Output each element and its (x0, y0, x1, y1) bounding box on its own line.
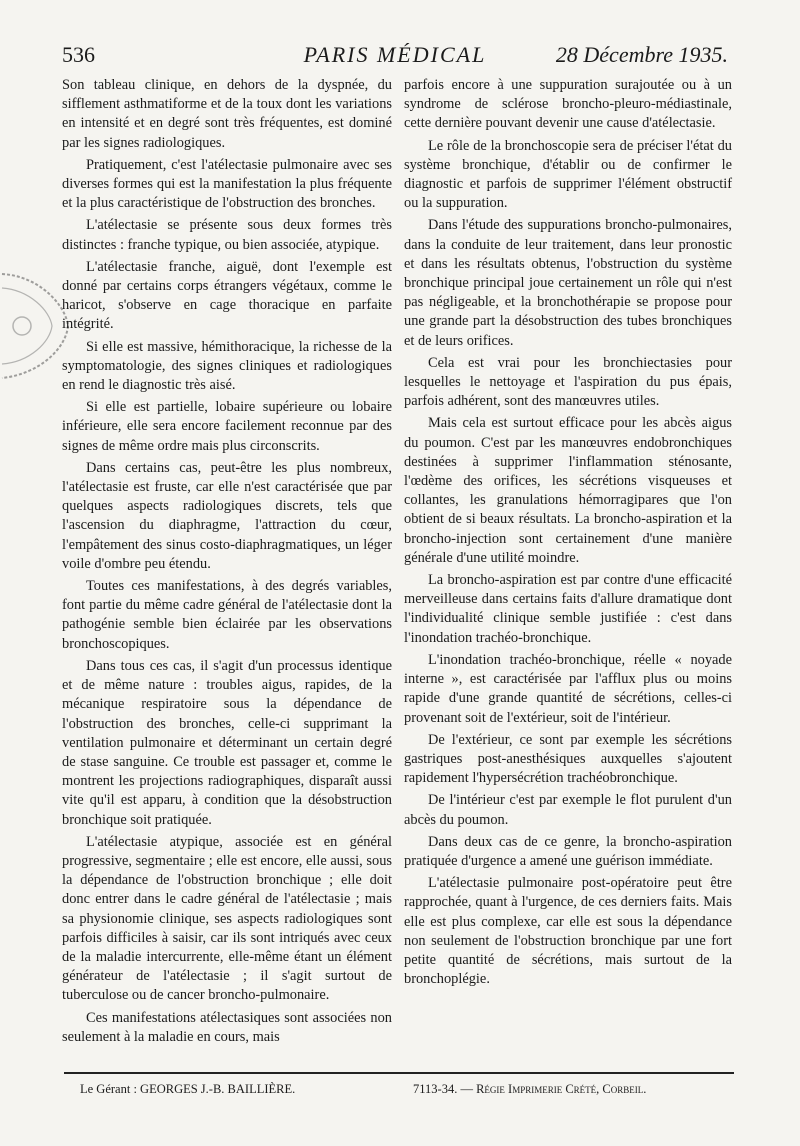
left-column (62, 76, 392, 1050)
paragraph: L'atélectasie se présente sous deux formes très distinctes : franche typique, ou bien associée, atypique. (62, 217, 392, 253)
issue-date: 28 Décembre 1935. (555, 42, 728, 67)
paragraph: Dans certains cas, peut-être les plus nombreux, l'atélectasie est fruste, car elle n'est caractérisée que par quelques aspects radiologiques discrets, tels que l'ascension du diaphragme, l'attraction du cœur, l'empâtement des sinus costo-diaphragmatiques, un léger voile d'ombre peu étendu. (62, 459, 392, 572)
page-number: 536 (62, 42, 95, 67)
footer-rule (64, 1072, 734, 1074)
paragraph: Dans deux cas de ce genre, la broncho-aspiration pratiquée d'urgence a amené une guérison immédiate. (404, 833, 732, 869)
paragraph: La broncho-aspiration est par contre d'une efficacité merveilleuse dans certains faits d'allure dramatique dont l'individualité clinique semble justifiée : c'est dans l'inondation trachéo-bronchique. (404, 572, 732, 646)
paragraph: De l'intérieur c'est par exemple le flot purulent d'un abcès du poumon. (404, 792, 732, 828)
paragraph: Si elle est massive, hémithoracique, la richesse de la symptomatologie, des signes cliniques et radiologiques en rend le diagnostic très aisé. (62, 338, 392, 394)
paragraph: Le rôle de la bronchoscopie sera de préciser l'état du système bronchique, d'établir ou de confirmer le diagnostic et parfois de supprimer l'élément obstructif ou la suppuration. (404, 137, 732, 212)
right-column (404, 76, 732, 992)
page-header (62, 42, 728, 72)
paragraph: Mais cela est surtout efficace pour les abcès aigus du poumon. C'est par les manœuvres endobronchiques destinées à supprimer l'inflammation sténosante, l'œdème des orifices, les sécrétions visqueuses et collantes, les granulations hémorragipares que l'on obtient de si beaux résultats. La broncho-aspiration et la broncho-injection sont certainement d'une manière générale d'une utilité moindre. (404, 415, 732, 566)
paragraph: Ces manifestations atélectasiques sont associées non seulement à la maladie en cours, mais (62, 1009, 392, 1045)
footer-printer: 7113-34. — Régie Imprimerie Crété, Corbeil. (413, 1082, 647, 1096)
journal-title: PARIS MÉDICAL (303, 42, 487, 67)
paragraph: parfois encore à une suppuration surajoutée ou à un syndrome de sclérose broncho-pleuro-médiastinale, cette dernière pouvant devenir une cause d'atélectasie. (404, 77, 732, 132)
paragraph: Si elle est partielle, lobaire supérieure ou lobaire inférieure, elle sera encore facilement reconnue par des signes de même ordre mais plus circonscrits. (62, 399, 392, 454)
paragraph: L'atélectasie atypique, associée est en général progressive, segmentaire ; elle est encore, elle aussi, sous la dépendance de l'obstruction bronchique ; elle doit donc entrer dans le cadre général de l'atélectasie ; mais sa physionomie clinique, ses aspects radiologiques sont parfois difficiles à saisir, car ils sont intriqués avec ceux de la maladie intercurrente, elle-même étant un élément générateur de l'atélectasie ; il s'agit surtout de tuberculose ou de cancer broncho-pulmonaire. (62, 833, 392, 1004)
paragraph: L'inondation trachéo-bronchique, réelle « noyade interne », est caractérisée par l'afflux plus ou moins rapide d'une grande quantité de sécrétions, celles-ci provenant soit de l'extérieur, soit de l'intérieur. (404, 651, 732, 726)
paragraph: L'atélectasie franche, aiguë, dont l'exemple est donné par certains corps étrangers végétaux, comme le haricot, s'observe en cage thoracique en parfaite intégrité. (62, 258, 392, 333)
paragraph: Cela est vrai pour les bronchiectasies pour lesquelles le nettoyage et l'aspiration du pus épais, parfois adhérent, sont des manœuvres utiles. (404, 354, 732, 410)
paragraph: De l'extérieur, ce sont par exemple les sécrétions gastriques post-anesthésiques auxquelles s'ajoutent rapidement l'hypersécrétion trachéobronchique. (404, 731, 732, 787)
paragraph: L'atélectasie pulmonaire post-opératoire peut être rapprochée, quant à l'urgence, de ces derniers faits. Mais elle est plus complexe, car elle est sous la dépendance non seulement de l'obstruction bronchique par une fort petite quantité de sécrétions, mais surtout de la bronchoplégie. (404, 875, 732, 988)
paragraph: Toutes ces manifestations, à des degrés variables, font partie du même cadre général de l'atélectasie dont la pathogénie semble bien éclairée par les observations bronchoscopiques. (62, 578, 392, 652)
paragraph: Pratiquement, c'est l'atélectasie pulmonaire avec ses diverses formes qui est la manifestation la plus fréquente et la plus caractéristique de l'obstruction des bronches. (62, 156, 392, 212)
paragraph: Dans l'étude des suppurations broncho-pulmonaires, dans la conduite de leur traitement, dans leur pronostic et dans les résultats obtenus, l'obstruction du système bronchique principal joue certainement un rôle qui n'est pas négligeable, et la bronchothérapie se propose pour une grande part la désobstruction des tubes bronchiques et de leurs orifices. (404, 217, 732, 349)
paragraph: Son tableau clinique, en dehors de la dyspnée, du sifflement asthmatiforme et de la toux dont les variations en intensité et en degré sont très fréquentes, est dominé par les signes radiologiques. (62, 77, 392, 151)
paragraph: Dans tous ces cas, il s'agit d'un processus identique et de même nature : troubles aigus, rapides, de la mécanique respiratoire sous la dépendance de l'obstruction des bronches, celle-ci supprimant la ventilation pulmonaire et déterminant un certain degré de stase sanguine. Ce trouble est passager et, comme le montrent les projections radiographiques, disparaît aussi vite qu'il est apparu, à condition que la désobstruction bronchique soit pratiquée. (62, 657, 392, 828)
footer-publisher: Le Gérant : GEORGES J.-B. BAILLIÈRE. (80, 1082, 296, 1096)
